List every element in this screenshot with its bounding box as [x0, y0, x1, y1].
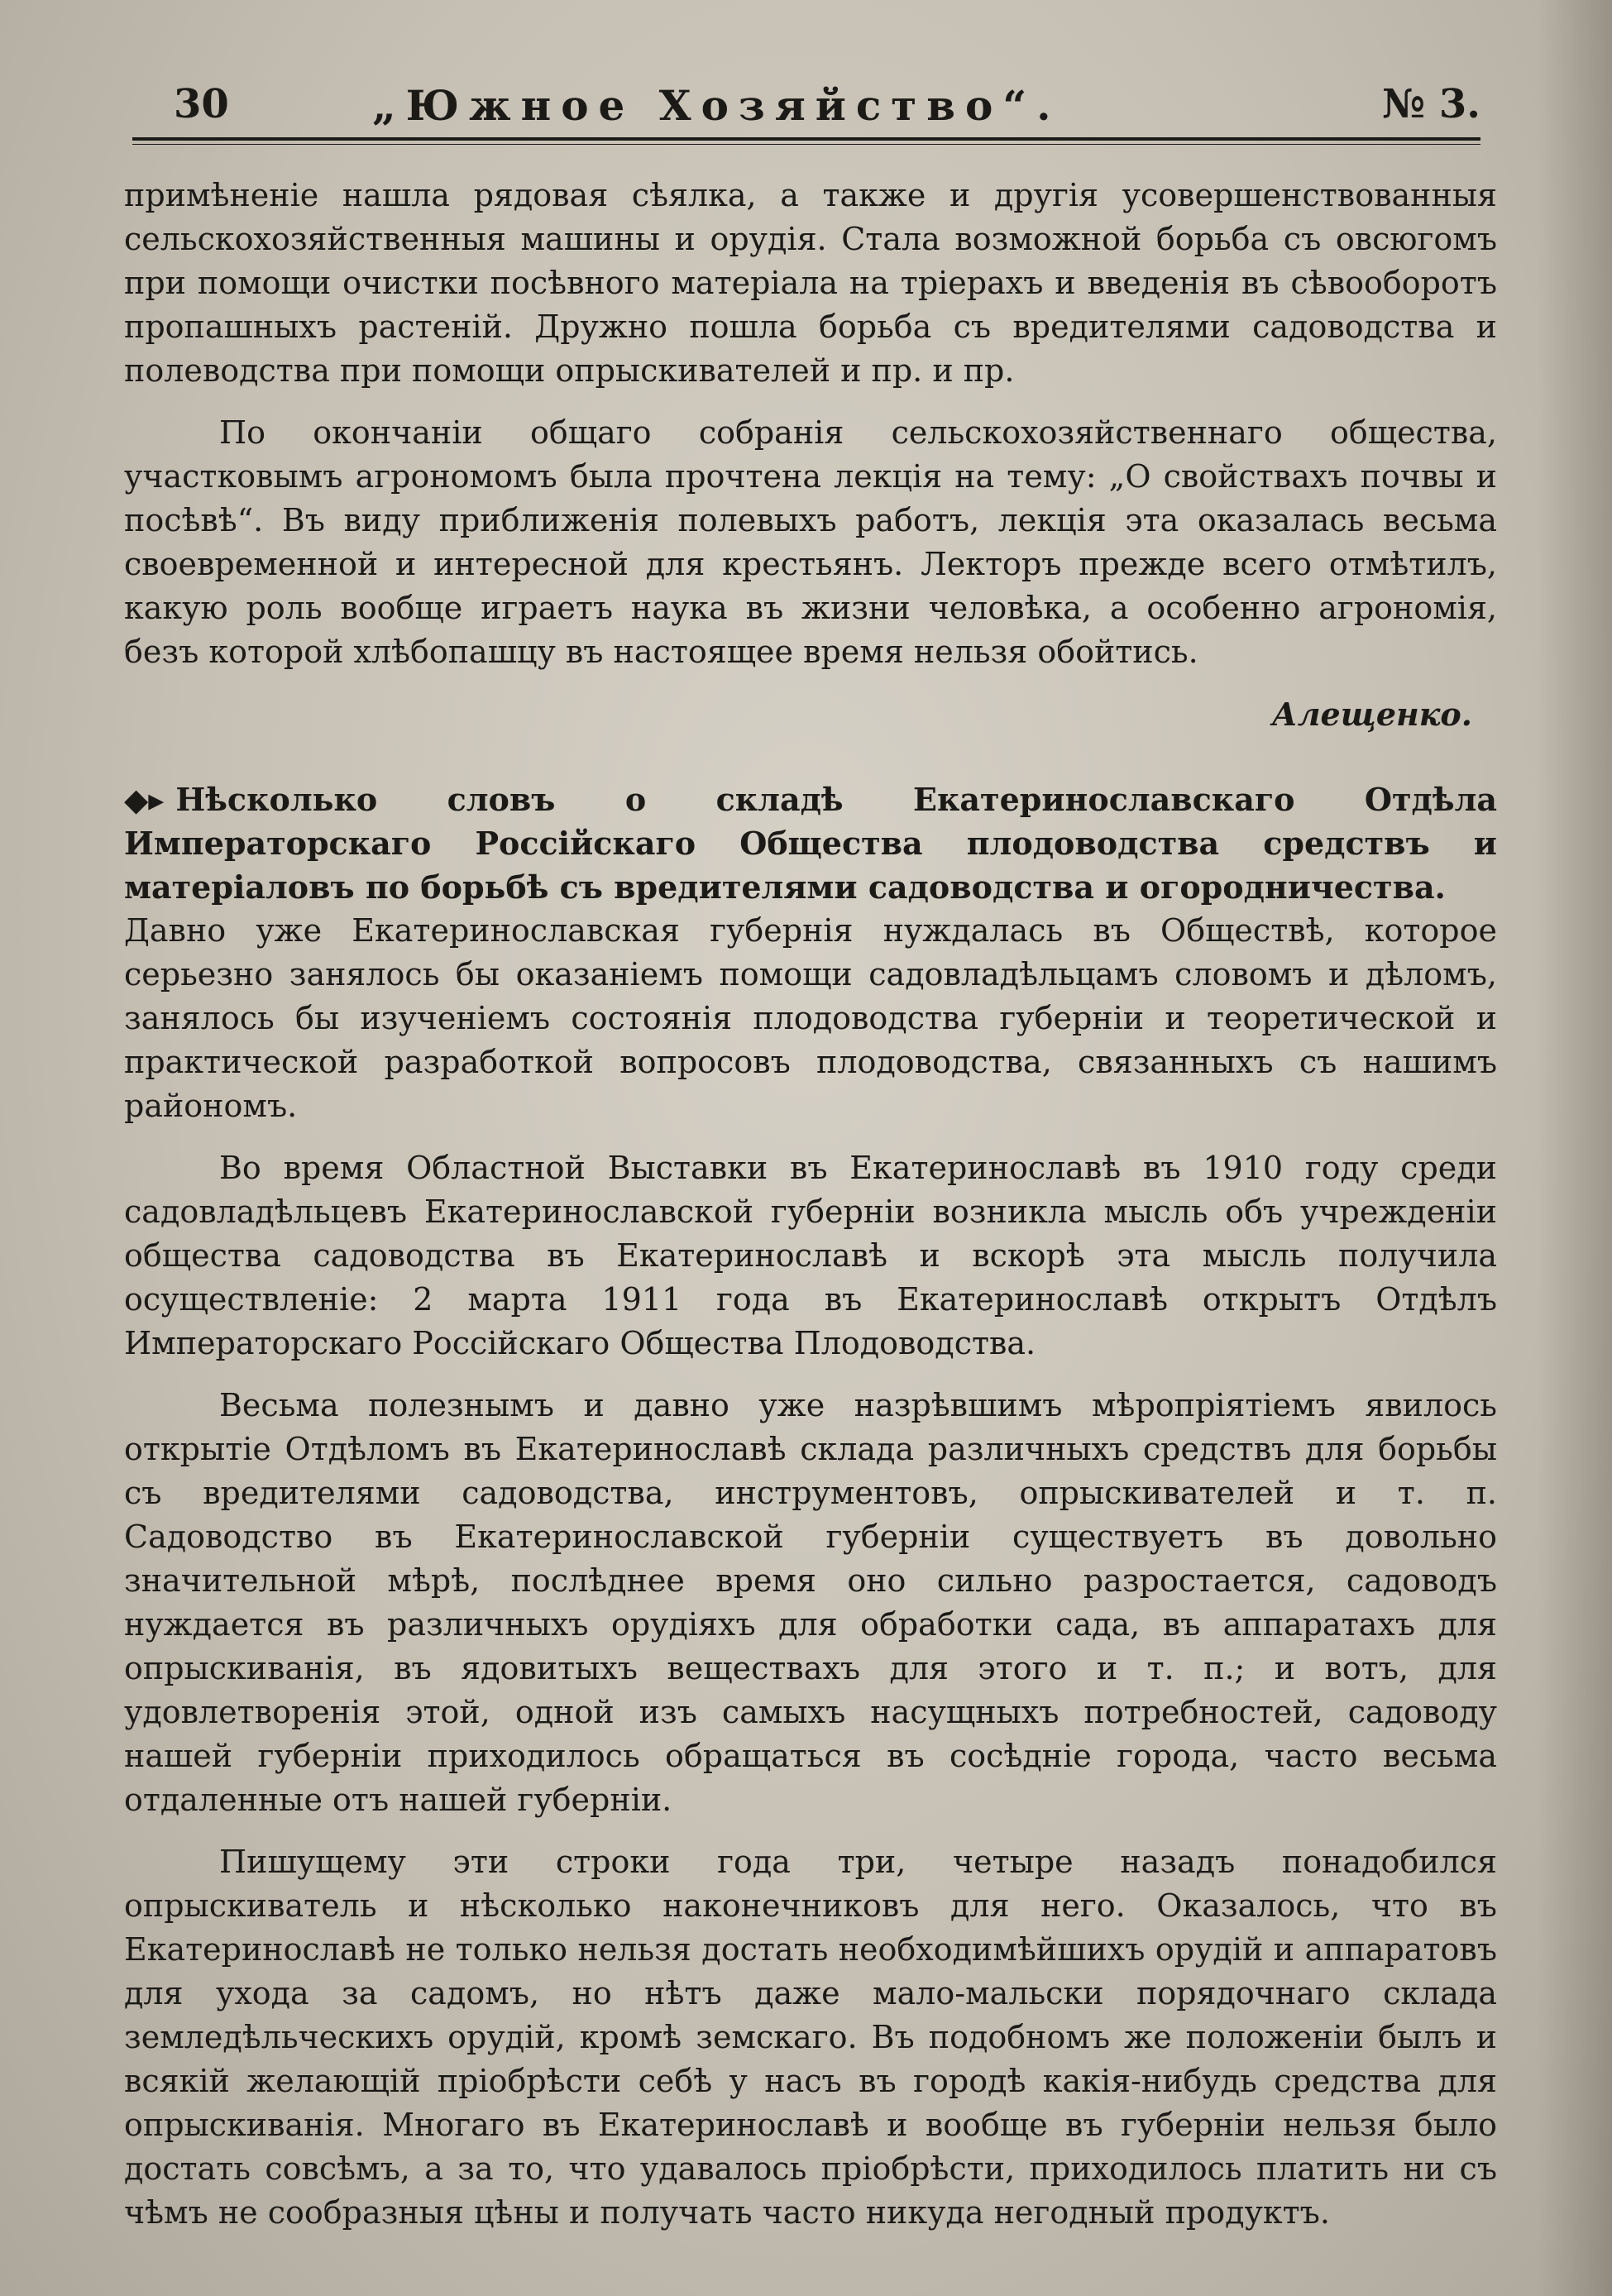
journal-title: „Южное Хозяйство“. [372, 81, 1061, 130]
page-header [124, 73, 1489, 147]
body-text [124, 174, 1497, 2253]
article-heading-text: Нѣсколько словъ о складѣ Екатеринославскаго Отдѣла Императорскаго Россійскаго Общества плодоводства средствъ и матеріаловъ по борьбѣ съ вредителями садоводства и огородничества. [124, 781, 1497, 906]
article-paragraph-4: Пишущему эти строки года три, четыре назадъ понадобился опрыскиватель и нѣсколько наконечниковъ для него. Оказалось, что въ Екатеринославѣ не только нельзя достать необходимѣйшихъ орудій и аппаратовъ для ухода за садомъ, но нѣтъ даже мало-мальски порядочнаго склада земледѣльческихъ орудій, кромѣ земскаго. Въ подобномъ же положеніи былъ и всякій желающій пріобрѣсти себѣ у насъ въ городѣ какія-нибудь средства для опрыскиванія. Многаго въ Екатеринославѣ и вообще въ губерніи нельзя было достать совсѣмъ, а за то, что удавалось пріобрѣсти, приходилось платить ни съ чѣмъ не сообразныя цѣны и получать часто никуда негодный продуктъ. [124, 1844, 1497, 2231]
page-edge-shadow [1538, 0, 1612, 2296]
paragraph-lecture: По окончаніи общаго собранія сельскохозяйственнаго общества, участковымъ агрономомъ была прочтена лекція на тему: „О свойствахъ почвы и посѣвѣ“. Въ виду приближенія полевыхъ работъ, лекція эта оказалась весьма своевременной и интересной для крестьянъ. Лекторъ прежде всего отмѣтилъ, какую роль вообще играетъ наука въ жизни человѣка, а особенно агрономія, безъ которой хлѣбопашцу въ настоящее время нельзя обойтись. [124, 414, 1497, 670]
header-rule-thin [132, 144, 1480, 145]
article-paragraph-3: Весьма полезнымъ и давно уже назрѣвшимъ мѣропріятіемъ явилось открытіе Отдѣломъ въ Екатеринославѣ склада различныхъ средствъ для борьбы съ вредителями садоводства, инструментовъ, опрыскивателей и т. п. Садоводство въ Екатеринославской губерніи существуетъ въ довольно значительной мѣрѣ, послѣднее время оно сильно разростается, садоводъ нуждается въ различныхъ орудіяхъ для обработки сада, въ аппаратахъ для опрыскиванія, въ ядовитыхъ веществахъ для этого и т. п.; и вотъ, для удовлетворенія этой, одной изъ самыхъ насущныхъ потребностей, садоводу нашей губерніи приходилось обращаться въ сосѣдніе города, часто весьма отдаленные отъ нашей губерніи. [124, 1387, 1497, 1818]
article-lead-paragraph: Давно уже Екатеринославская губернія нуждалась въ Обществѣ, которое серьезно занялось бы оказаніемъ помощи садовладѣльцамъ словомъ и дѣломъ, занялось бы изученіемъ состоянія плодоводства губерніи и теоретической и практической разработкой вопросовъ плодоводства, связанныхъ съ нашимъ райономъ. [124, 912, 1497, 1124]
issue-number: № 3. [1382, 81, 1480, 127]
page-number: 30 [174, 81, 229, 127]
article-paragraph-2: Во время Областной Выставки въ Екатеринославѣ въ 1910 году среди садовладѣльцевъ Екатеринославской губерніи возникла мысль объ учрежденіи общества садоводства въ Екатеринославѣ и вскорѣ эта мысль получила осуществленіе: 2 марта 1911 года въ Екатеринославѣ открытъ Отдѣлъ Императорскаго Россійскаго Общества Плодоводства. [124, 1150, 1497, 1361]
author-signature: Алещенко. [1271, 696, 1472, 733]
paragraph-continuation: примѣненіе нашла рядовая сѣялка, а также и другія усовершенствованныя сельскохозяйственныя машины и орудія. Стала возможной борьба съ овсюгомъ при помощи очистки посѣвного матеріала на тріерахъ и введенія въ сѣвооборотъ пропашныхъ растеній. Дружно пошла борьба съ вредителями садоводства и полеводства при помощи опрыскивателей и пр. и пр. [124, 177, 1497, 389]
header-rule [132, 137, 1480, 141]
bullet-ornament-icon: ◆▸ [124, 781, 165, 818]
article-heading [124, 777, 1497, 909]
